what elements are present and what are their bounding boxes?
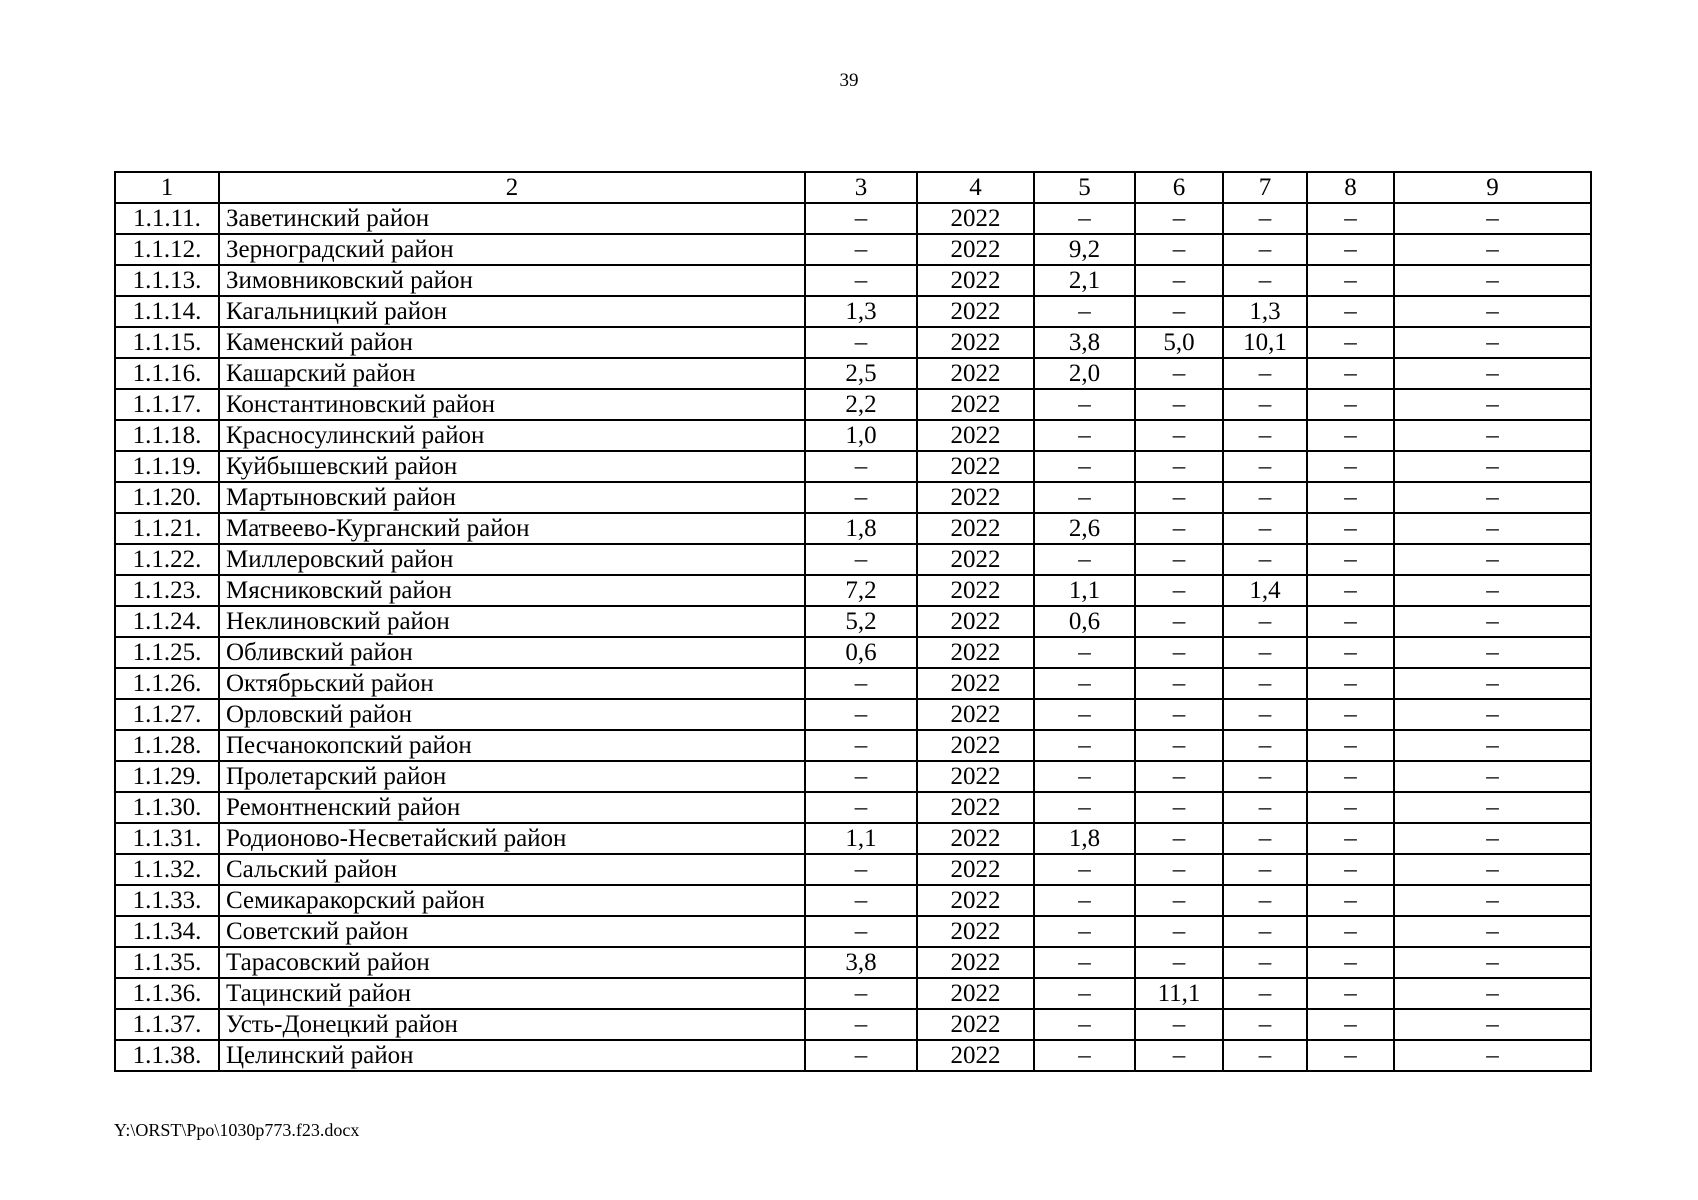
cell-col-8: –	[1307, 544, 1394, 575]
cell-col-3: –	[805, 699, 917, 730]
cell-col-6: –	[1135, 699, 1223, 730]
cell-col-6: 11,1	[1135, 978, 1223, 1009]
table-row	[115, 823, 1591, 854]
cell-col-3: 1,1	[805, 823, 917, 854]
cell-col-district: Целинский район	[219, 1040, 805, 1071]
cell-col-8: –	[1307, 482, 1394, 513]
table-row	[115, 947, 1591, 978]
cell-col-number: 1.1.16.	[115, 358, 219, 389]
cell-col-district: Куйбышевский район	[219, 451, 805, 482]
cell-col-8: –	[1307, 916, 1394, 947]
cell-col-6: –	[1135, 420, 1223, 451]
cell-col-5: –	[1034, 389, 1135, 420]
cell-col-8: –	[1307, 575, 1394, 606]
cell-col-9: –	[1394, 1040, 1591, 1071]
cell-col-7: –	[1223, 916, 1307, 947]
cell-col-8: –	[1307, 792, 1394, 823]
table-header-row	[115, 172, 1591, 203]
cell-col-5: –	[1034, 916, 1135, 947]
table-row	[115, 606, 1591, 637]
cell-col-9: –	[1394, 792, 1591, 823]
cell-col-8: –	[1307, 1040, 1394, 1071]
cell-col-6: –	[1135, 730, 1223, 761]
cell-col-7: –	[1223, 451, 1307, 482]
cell-col-5: –	[1034, 544, 1135, 575]
cell-col-8: –	[1307, 203, 1394, 234]
cell-col-district: Усть-Донецкий район	[219, 1009, 805, 1040]
cell-col-4: 2022	[917, 234, 1034, 265]
cell-col-6: –	[1135, 451, 1223, 482]
cell-col-district: Зимовниковский район	[219, 265, 805, 296]
cell-col-6: –	[1135, 947, 1223, 978]
cell-col-8: –	[1307, 606, 1394, 637]
cell-col-number: 1.1.18.	[115, 420, 219, 451]
cell-col-6: –	[1135, 234, 1223, 265]
table-row	[115, 1009, 1591, 1040]
cell-col-number: 1.1.32.	[115, 854, 219, 885]
cell-col-district: Кагальницкий район	[219, 296, 805, 327]
cell-col-district: Кашарский район	[219, 358, 805, 389]
cell-col-district: Советский район	[219, 916, 805, 947]
cell-col-4: 2022	[917, 637, 1034, 668]
cell-col-7: 10,1	[1223, 327, 1307, 358]
cell-col-number: 1.1.29.	[115, 761, 219, 792]
cell-col-7: –	[1223, 947, 1307, 978]
cell-col-4: 2022	[917, 792, 1034, 823]
table-row	[115, 699, 1591, 730]
cell-col-3: 3,8	[805, 947, 917, 978]
cell-col-4: 2022	[917, 358, 1034, 389]
cell-col-number: 1.1.33.	[115, 885, 219, 916]
cell-col-6: –	[1135, 761, 1223, 792]
cell-col-number: 1.1.17.	[115, 389, 219, 420]
table-row	[115, 420, 1591, 451]
cell-col-district: Пролетарский район	[219, 761, 805, 792]
cell-col-5: 2,1	[1034, 265, 1135, 296]
cell-col-7: –	[1223, 1009, 1307, 1040]
cell-col-5: –	[1034, 451, 1135, 482]
cell-col-number: 1.1.25.	[115, 637, 219, 668]
cell-col-3: 0,6	[805, 637, 917, 668]
cell-col-4: 2022	[917, 451, 1034, 482]
cell-col-3: –	[805, 792, 917, 823]
header-cell-col-5: 5	[1034, 172, 1135, 203]
cell-col-7: –	[1223, 358, 1307, 389]
cell-col-6: –	[1135, 482, 1223, 513]
cell-col-6: –	[1135, 389, 1223, 420]
cell-col-6: –	[1135, 265, 1223, 296]
cell-col-9: –	[1394, 451, 1591, 482]
cell-col-3: –	[805, 730, 917, 761]
cell-col-6: –	[1135, 544, 1223, 575]
cell-col-9: –	[1394, 699, 1591, 730]
cell-col-8: –	[1307, 265, 1394, 296]
cell-col-district: Красносулинский район	[219, 420, 805, 451]
cell-col-7: –	[1223, 203, 1307, 234]
cell-col-district: Заветинский район	[219, 203, 805, 234]
cell-col-6: –	[1135, 1040, 1223, 1071]
cell-col-7: 1,4	[1223, 575, 1307, 606]
cell-col-8: –	[1307, 327, 1394, 358]
cell-col-5: –	[1034, 203, 1135, 234]
cell-col-number: 1.1.26.	[115, 668, 219, 699]
cell-col-5: –	[1034, 978, 1135, 1009]
cell-col-district: Тарасовский район	[219, 947, 805, 978]
table-row	[115, 792, 1591, 823]
cell-col-3: –	[805, 451, 917, 482]
cell-col-9: –	[1394, 978, 1591, 1009]
cell-col-district: Орловский район	[219, 699, 805, 730]
cell-col-number: 1.1.12.	[115, 234, 219, 265]
cell-col-number: 1.1.31.	[115, 823, 219, 854]
cell-col-9: –	[1394, 265, 1591, 296]
table-row	[115, 203, 1591, 234]
cell-col-5: 2,0	[1034, 358, 1135, 389]
cell-col-8: –	[1307, 823, 1394, 854]
cell-col-5: –	[1034, 761, 1135, 792]
table-body	[115, 172, 1591, 1071]
cell-col-9: –	[1394, 389, 1591, 420]
cell-col-district: Семикаракорский район	[219, 885, 805, 916]
cell-col-district: Мясниковский район	[219, 575, 805, 606]
cell-col-district: Сальский район	[219, 854, 805, 885]
table-row	[115, 482, 1591, 513]
cell-col-5: 3,8	[1034, 327, 1135, 358]
cell-col-3: –	[805, 544, 917, 575]
table-row	[115, 451, 1591, 482]
cell-col-4: 2022	[917, 482, 1034, 513]
cell-col-8: –	[1307, 358, 1394, 389]
cell-col-5: 9,2	[1034, 234, 1135, 265]
cell-col-district: Тацинский район	[219, 978, 805, 1009]
cell-col-5: –	[1034, 637, 1135, 668]
cell-col-3: –	[805, 668, 917, 699]
cell-col-9: –	[1394, 482, 1591, 513]
cell-col-7: –	[1223, 544, 1307, 575]
cell-col-4: 2022	[917, 1009, 1034, 1040]
cell-col-4: 2022	[917, 947, 1034, 978]
cell-col-8: –	[1307, 420, 1394, 451]
cell-col-3: –	[805, 978, 917, 1009]
cell-col-4: 2022	[917, 606, 1034, 637]
cell-col-5: –	[1034, 420, 1135, 451]
table-row	[115, 575, 1591, 606]
cell-col-7: 1,3	[1223, 296, 1307, 327]
cell-col-7: –	[1223, 761, 1307, 792]
cell-col-9: –	[1394, 761, 1591, 792]
cell-col-4: 2022	[917, 1040, 1034, 1071]
cell-col-number: 1.1.22.	[115, 544, 219, 575]
cell-col-7: –	[1223, 823, 1307, 854]
table-row	[115, 637, 1591, 668]
cell-col-4: 2022	[917, 327, 1034, 358]
table-row	[115, 327, 1591, 358]
table-row	[115, 544, 1591, 575]
cell-col-8: –	[1307, 668, 1394, 699]
table-row	[115, 234, 1591, 265]
cell-col-7: –	[1223, 482, 1307, 513]
cell-col-district: Обливский район	[219, 637, 805, 668]
header-cell-col-7: 7	[1223, 172, 1307, 203]
cell-col-9: –	[1394, 885, 1591, 916]
cell-col-6: –	[1135, 1009, 1223, 1040]
header-cell-col-district: 2	[219, 172, 805, 203]
header-cell-col-4: 4	[917, 172, 1034, 203]
cell-col-3: 1,3	[805, 296, 917, 327]
cell-col-9: –	[1394, 730, 1591, 761]
cell-col-number: 1.1.37.	[115, 1009, 219, 1040]
cell-col-7: –	[1223, 792, 1307, 823]
cell-col-6: –	[1135, 637, 1223, 668]
cell-col-4: 2022	[917, 575, 1034, 606]
cell-col-5: –	[1034, 854, 1135, 885]
cell-col-district: Миллеровский район	[219, 544, 805, 575]
cell-col-4: 2022	[917, 389, 1034, 420]
cell-col-9: –	[1394, 575, 1591, 606]
cell-col-number: 1.1.15.	[115, 327, 219, 358]
cell-col-8: –	[1307, 234, 1394, 265]
cell-col-number: 1.1.30.	[115, 792, 219, 823]
cell-col-4: 2022	[917, 730, 1034, 761]
table-row	[115, 730, 1591, 761]
cell-col-7: –	[1223, 1040, 1307, 1071]
header-cell-col-6: 6	[1135, 172, 1223, 203]
cell-col-6: –	[1135, 606, 1223, 637]
cell-col-9: –	[1394, 234, 1591, 265]
cell-col-8: –	[1307, 978, 1394, 1009]
table-row	[115, 358, 1591, 389]
cell-col-8: –	[1307, 730, 1394, 761]
table-row	[115, 668, 1591, 699]
cell-col-district: Родионово-Несветайский район	[219, 823, 805, 854]
cell-col-8: –	[1307, 451, 1394, 482]
cell-col-9: –	[1394, 203, 1591, 234]
cell-col-8: –	[1307, 761, 1394, 792]
cell-col-8: –	[1307, 699, 1394, 730]
cell-col-number: 1.1.35.	[115, 947, 219, 978]
cell-col-5: –	[1034, 792, 1135, 823]
header-cell-col-number: 1	[115, 172, 219, 203]
cell-col-5: 0,6	[1034, 606, 1135, 637]
cell-col-7: –	[1223, 265, 1307, 296]
cell-col-6: –	[1135, 792, 1223, 823]
cell-col-6: –	[1135, 916, 1223, 947]
cell-col-4: 2022	[917, 916, 1034, 947]
cell-col-3: –	[805, 327, 917, 358]
cell-col-9: –	[1394, 854, 1591, 885]
cell-col-number: 1.1.38.	[115, 1040, 219, 1071]
cell-col-6: 5,0	[1135, 327, 1223, 358]
cell-col-9: –	[1394, 947, 1591, 978]
cell-col-7: –	[1223, 606, 1307, 637]
cell-col-4: 2022	[917, 699, 1034, 730]
cell-col-7: –	[1223, 668, 1307, 699]
cell-col-number: 1.1.24.	[115, 606, 219, 637]
cell-col-7: –	[1223, 978, 1307, 1009]
cell-col-number: 1.1.34.	[115, 916, 219, 947]
cell-col-6: –	[1135, 854, 1223, 885]
cell-col-5: –	[1034, 947, 1135, 978]
cell-col-district: Неклиновский район	[219, 606, 805, 637]
cell-col-9: –	[1394, 513, 1591, 544]
cell-col-7: –	[1223, 637, 1307, 668]
cell-col-9: –	[1394, 637, 1591, 668]
cell-col-5: 1,8	[1034, 823, 1135, 854]
cell-col-3: –	[805, 234, 917, 265]
cell-col-district: Матвеево-Курганский район	[219, 513, 805, 544]
cell-col-6: –	[1135, 203, 1223, 234]
cell-col-6: –	[1135, 358, 1223, 389]
cell-col-3: –	[805, 761, 917, 792]
cell-col-3: 1,0	[805, 420, 917, 451]
cell-col-number: 1.1.23.	[115, 575, 219, 606]
cell-col-6: –	[1135, 513, 1223, 544]
cell-col-7: –	[1223, 234, 1307, 265]
cell-col-8: –	[1307, 947, 1394, 978]
cell-col-5: –	[1034, 668, 1135, 699]
table-row	[115, 389, 1591, 420]
cell-col-4: 2022	[917, 513, 1034, 544]
cell-col-6: –	[1135, 885, 1223, 916]
header-cell-col-8: 8	[1307, 172, 1394, 203]
cell-col-7: –	[1223, 513, 1307, 544]
cell-col-4: 2022	[917, 761, 1034, 792]
cell-col-8: –	[1307, 1009, 1394, 1040]
table-row	[115, 513, 1591, 544]
cell-col-district: Мартыновский район	[219, 482, 805, 513]
cell-col-9: –	[1394, 296, 1591, 327]
cell-col-number: 1.1.28.	[115, 730, 219, 761]
cell-col-9: –	[1394, 823, 1591, 854]
cell-col-6: –	[1135, 823, 1223, 854]
cell-col-7: –	[1223, 699, 1307, 730]
cell-col-5: –	[1034, 482, 1135, 513]
cell-col-5: 2,6	[1034, 513, 1135, 544]
cell-col-6: –	[1135, 575, 1223, 606]
cell-col-number: 1.1.21.	[115, 513, 219, 544]
cell-col-number: 1.1.36.	[115, 978, 219, 1009]
cell-col-7: –	[1223, 420, 1307, 451]
cell-col-7: –	[1223, 885, 1307, 916]
cell-col-district: Песчанокопский район	[219, 730, 805, 761]
cell-col-4: 2022	[917, 978, 1034, 1009]
cell-col-8: –	[1307, 513, 1394, 544]
cell-col-6: –	[1135, 296, 1223, 327]
cell-col-district: Октябрьский район	[219, 668, 805, 699]
cell-col-4: 2022	[917, 544, 1034, 575]
cell-col-8: –	[1307, 637, 1394, 668]
cell-col-4: 2022	[917, 854, 1034, 885]
cell-col-8: –	[1307, 296, 1394, 327]
data-table	[114, 171, 1592, 1072]
cell-col-4: 2022	[917, 296, 1034, 327]
cell-col-4: 2022	[917, 668, 1034, 699]
cell-col-9: –	[1394, 420, 1591, 451]
cell-col-number: 1.1.20.	[115, 482, 219, 513]
cell-col-5: –	[1034, 699, 1135, 730]
header-cell-col-9: 9	[1394, 172, 1591, 203]
cell-col-9: –	[1394, 358, 1591, 389]
cell-col-3: –	[805, 885, 917, 916]
table-row	[115, 1040, 1591, 1071]
cell-col-4: 2022	[917, 823, 1034, 854]
cell-col-4: 2022	[917, 203, 1034, 234]
table-row	[115, 296, 1591, 327]
cell-col-9: –	[1394, 916, 1591, 947]
cell-col-6: –	[1135, 668, 1223, 699]
cell-col-3: 2,2	[805, 389, 917, 420]
cell-col-number: 1.1.27.	[115, 699, 219, 730]
page-number: 39	[839, 70, 859, 91]
cell-col-7: –	[1223, 389, 1307, 420]
cell-col-8: –	[1307, 389, 1394, 420]
cell-col-3: 1,8	[805, 513, 917, 544]
cell-col-number: 1.1.14.	[115, 296, 219, 327]
cell-col-3: –	[805, 916, 917, 947]
cell-col-district: Константиновский район	[219, 389, 805, 420]
cell-col-5: –	[1034, 730, 1135, 761]
cell-col-number: 1.1.13.	[115, 265, 219, 296]
cell-col-9: –	[1394, 668, 1591, 699]
cell-col-5: –	[1034, 1040, 1135, 1071]
cell-col-5: 1,1	[1034, 575, 1135, 606]
header-cell-col-3: 3	[805, 172, 917, 203]
cell-col-9: –	[1394, 327, 1591, 358]
cell-col-4: 2022	[917, 885, 1034, 916]
cell-col-8: –	[1307, 854, 1394, 885]
cell-col-3: –	[805, 1009, 917, 1040]
cell-col-3: 2,5	[805, 358, 917, 389]
cell-col-5: –	[1034, 885, 1135, 916]
cell-col-3: –	[805, 482, 917, 513]
cell-col-7: –	[1223, 730, 1307, 761]
cell-col-7: –	[1223, 854, 1307, 885]
cell-col-5: –	[1034, 296, 1135, 327]
cell-col-3: –	[805, 1040, 917, 1071]
table-row	[115, 978, 1591, 1009]
cell-col-3: –	[805, 854, 917, 885]
cell-col-3: –	[805, 203, 917, 234]
cell-col-5: –	[1034, 1009, 1135, 1040]
cell-col-8: –	[1307, 885, 1394, 916]
footer-file-path: Y:\ORST\Ppo\1030p773.f23.docx	[114, 1120, 360, 1140]
cell-col-9: –	[1394, 1009, 1591, 1040]
cell-col-4: 2022	[917, 420, 1034, 451]
cell-col-district: Ремонтненский район	[219, 792, 805, 823]
cell-col-3: 5,2	[805, 606, 917, 637]
cell-col-district: Каменский район	[219, 327, 805, 358]
cell-col-4: 2022	[917, 265, 1034, 296]
cell-col-3: –	[805, 265, 917, 296]
cell-col-9: –	[1394, 544, 1591, 575]
table-row	[115, 761, 1591, 792]
cell-col-9: –	[1394, 606, 1591, 637]
table-row	[115, 885, 1591, 916]
cell-col-number: 1.1.11.	[115, 203, 219, 234]
cell-col-3: 7,2	[805, 575, 917, 606]
cell-col-district: Зерноградский район	[219, 234, 805, 265]
table-row	[115, 854, 1591, 885]
table-row	[115, 265, 1591, 296]
cell-col-number: 1.1.19.	[115, 451, 219, 482]
table-row	[115, 916, 1591, 947]
